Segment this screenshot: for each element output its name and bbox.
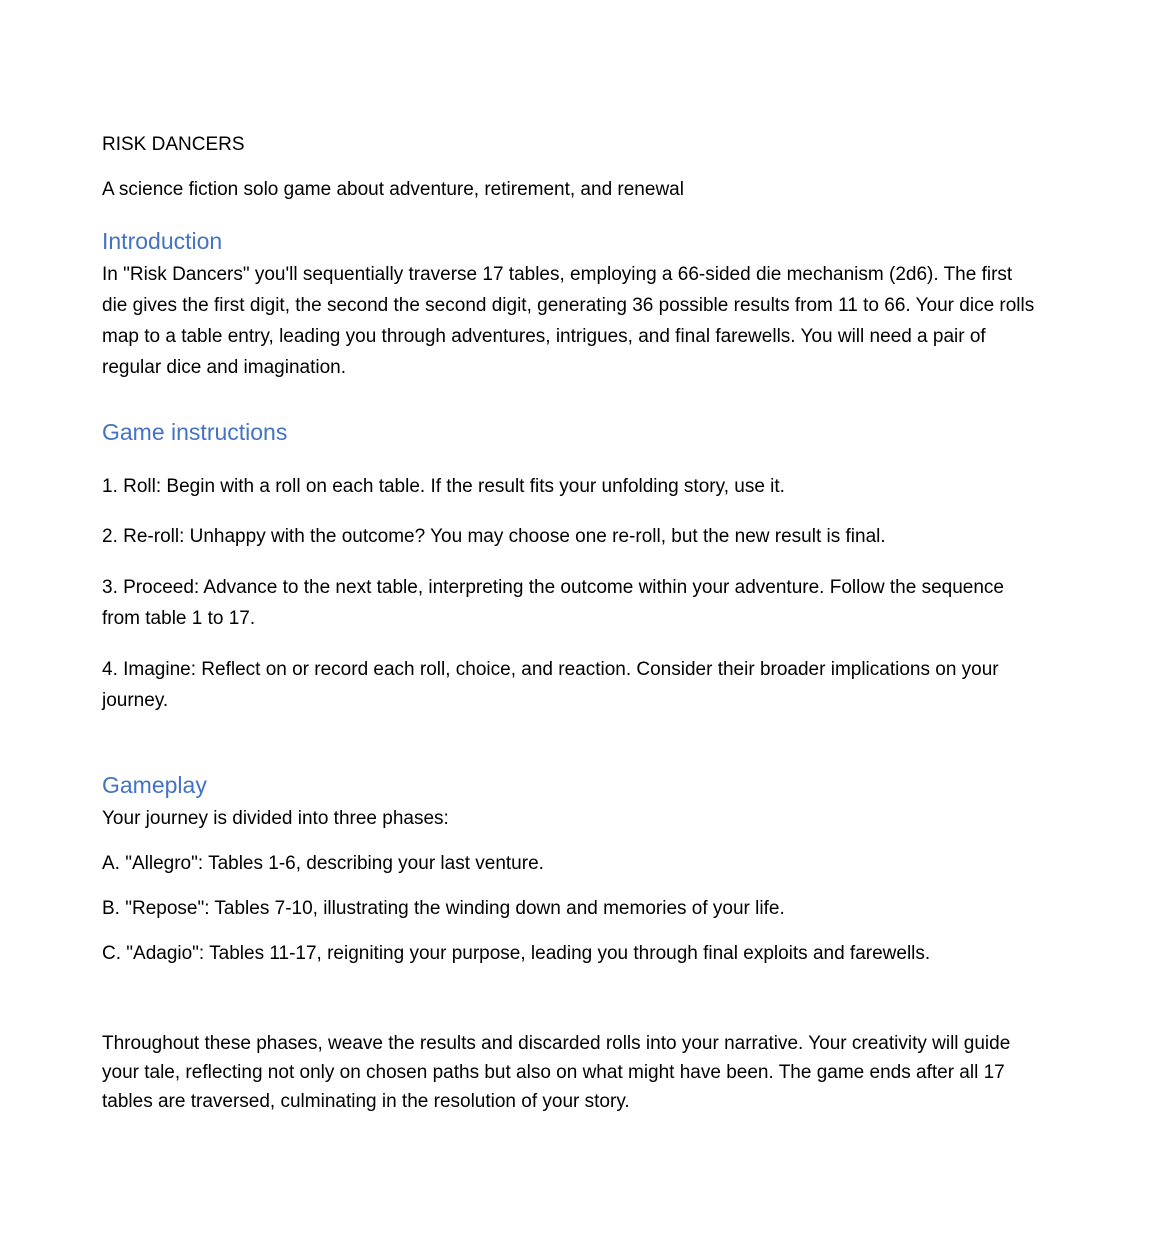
gameplay-closing-paragraph: Throughout these phases, weave the results and discarded rolls into your narrative. Your creativity will guide your tale, reflecting not only on chosen paths but also on what might have been. The game ends after all 17 tables are traversed, culminating in the resolution of your story. <box>102 1033 1011 1112</box>
instruction-item: 1. Roll: Begin with a roll on each table. If the result fits your unfolding story, use it. <box>102 476 785 497</box>
phase-item: B. "Repose": Tables 7-10, illustrating the winding down and memories of your life. <box>102 898 785 919</box>
document-subtitle: A science fiction solo game about adventure, retirement, and renewal <box>102 179 684 200</box>
instruction-item: 3. Proceed: Advance to the next table, interpreting the outcome within your adventure. Follow the sequence from table 1 to 17. <box>102 577 1004 629</box>
game-instructions-heading: Game instructions <box>102 419 288 445</box>
document-title: RISK DANCERS <box>102 134 245 155</box>
instruction-item: 2. Re-roll: Unhappy with the outcome? You may choose one re-roll, but the new result is final. <box>102 526 886 547</box>
instruction-item: 4. Imagine: Reflect on or record each roll, choice, and reaction. Consider their broader implications on your journey. <box>102 659 999 711</box>
introduction-heading: Introduction <box>102 228 223 254</box>
phase-item: C. "Adagio": Tables 11-17, reigniting your purpose, leading you through final exploits and farewells. <box>102 943 931 964</box>
gameplay-intro: Your journey is divided into three phases: <box>102 808 449 829</box>
gameplay-heading: Gameplay <box>102 772 207 798</box>
phase-item: A. "Allegro": Tables 1-6, describing your last venture. <box>102 853 544 874</box>
introduction-paragraph: In "Risk Dancers" you'll sequentially traverse 17 tables, employing a 66-sided die mechanism (2d6). The first die gives the first digit, the second the second digit, generating 36 possible results from 11 to 66. Your dice rolls map to a table entry, leading you through adventures, intrigues, and final farewells. You will need a pair of regular dice and imagination. <box>102 264 1035 378</box>
